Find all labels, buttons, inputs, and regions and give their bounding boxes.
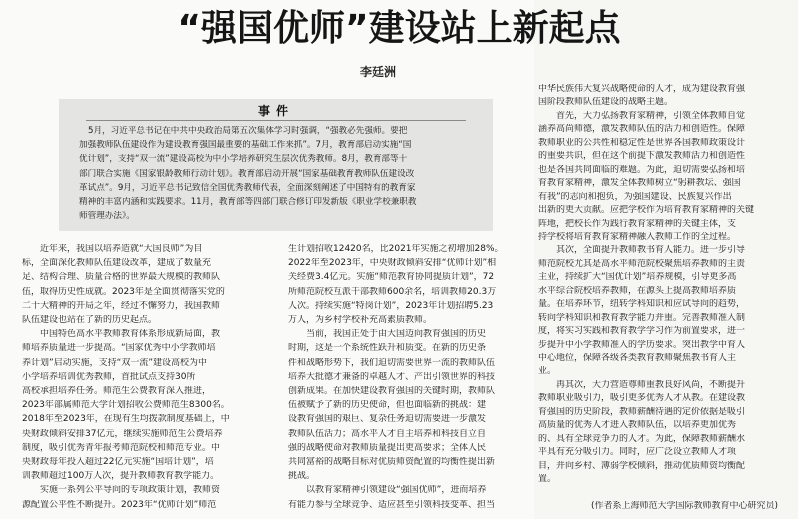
- article-text-line: 时期，这是一个系统性跃升和质变。在新的历史条: [288, 343, 487, 354]
- article-text-line: 伍，取得历史性成就。2023年是全面贯彻落实党的: [22, 286, 225, 297]
- event-text-line: 优计划”，支持“双一流”建设高校为中小学培养研究生层次优秀教师。8月，教育部等十: [79, 154, 408, 165]
- article-text-line: 足、结构合理、质量合格的世界最大规模的教师队: [22, 272, 221, 283]
- article-author: 李廷洲: [360, 65, 397, 79]
- article-text-line: 当前，我国正处于由大国迈向教育强国的历史: [306, 329, 487, 340]
- article-text-line: 以教育家精神引领建设“强国优师”，进而培养: [306, 485, 487, 496]
- article-text-line: 高质量的优秀人才进入教师队伍，以培养更加优秀: [538, 420, 737, 431]
- article-text-line: 阵地，把校长作为践行教育家精神的关键主体，支: [538, 218, 737, 229]
- event-text-line: 革试点”。9月，习近平总书记致信全国优秀教师代表，全面深刻阐述了中国特有的教育家: [79, 182, 416, 193]
- article-text-line: 的、具有全球竞争力的人才。为此，保障教师薪酬水: [538, 433, 746, 444]
- article-text-line: 件和战略形势下，我们迫切需要世界一流的教师队伍: [288, 357, 496, 368]
- article-text-line: 师培养质量进一步提高。“国家优秀中小学教师培: [22, 343, 216, 354]
- article-text-line: 育强国的历史阶段，教师薪酬待遇的定价依据是吸引: [538, 406, 746, 417]
- article-text-line: 水平综合院校培养教师，在源头上提高教师培养质: [538, 285, 737, 296]
- article-text-line: 2022年至2023年，中央财政倾斜安排“优师计划”相: [288, 258, 497, 269]
- article-text-line: 中华民族伟大复兴战略使命的人才，成为建设教育强: [538, 84, 746, 94]
- article-text-line: 有能力参与全球竞争、适应甚至引领科技变革、担当: [288, 499, 496, 510]
- article-text-line: 教师队伍活力；高水平人才自主培养和科技自立自: [288, 428, 487, 439]
- article-text-line: 二十大精神的开局之年，经过不懈努力，我国教师: [22, 300, 221, 311]
- article-text-line: 国阶段教师队伍建设的战略主题。: [538, 97, 674, 108]
- article-text-line: 挑战。: [288, 471, 316, 482]
- event-text-line: 部门联合实施《国家银龄教师行动计划》。教育部启动开展“国家基础教育教师队伍建设改: [79, 168, 415, 179]
- article-text-line: 关经费3.4亿元。实施“师范教育协同提质计划”，72: [288, 272, 495, 283]
- article-text-line: 中国特色高水平教师教育体系形成新局面，教: [40, 329, 221, 340]
- article-text-line: 标，全面深化教师队伍建设改革，建成了数量充: [22, 258, 212, 269]
- article-text-line: 央财政每年投入超过22亿元实施“国培计划”，培: [22, 457, 214, 467]
- article-text-line: 队伍建设也站在了新的历史起点。: [22, 315, 158, 325]
- article-text-line: 育教育家精神，激发全体教师树立“躬耕教坛、强国: [538, 178, 741, 189]
- article-text-line: 人次。持续实施“特岗计划”，2023年计划招聘5.23: [288, 300, 494, 311]
- article-text-line: 制度，吸引优秀青年报考师范院校和师范专业。中: [22, 442, 221, 453]
- article-text-line: 涵养高尚师德，激发教师队伍的活力和创造性。保障: [538, 124, 746, 135]
- article-text-line: 万人，为乡村学校补充高素质教师。: [288, 315, 433, 325]
- article-text-line: 强的战略使命对教师质量提出更高要求；全体人民: [288, 442, 487, 453]
- event-text-line: 师管理办法》。: [79, 211, 135, 222]
- article-text-line: 央财政倾斜安排37亿元，继续实施师范生公费培养: [22, 428, 223, 439]
- article-text-line: 2018年至2023年，在现有生均拨款制度基础上，中: [22, 414, 230, 425]
- article-text-line: 度，将实习实践和教育教学学习作为前置要求，进一: [538, 326, 746, 337]
- event-box-title: 事件: [257, 104, 294, 118]
- article-text-line: 教师职业的公共性和稳定性是世界各国教师政策设计: [538, 137, 746, 148]
- article-text-line: 目，并向乡村、薄弱学校倾斜，推动优质师资均衡配: [538, 460, 746, 471]
- article-text-line: 主业，持续扩大“国优计划”培养规模，引导更多高: [538, 272, 737, 283]
- article-text-line: 伍被赋予了新的历史使命，但也面临新的挑战：建: [288, 400, 487, 411]
- article-text-line: 源配置公平性不断提升。2023年“优师计划”师范: [22, 499, 217, 510]
- article-text-line: 设教育强国的艰巨、复杂任务迫切需要进一步激发: [288, 414, 487, 425]
- article-text-line: 师范院校尤其是高水平师范院校聚焦培养教师的主责: [538, 258, 746, 269]
- event-text-line: 精神的丰富内涵和实践要求。11月，教育部等四部门联合修订印发新版《职业学校兼职教: [79, 197, 417, 207]
- article-text-line: 近年来，我国以培养造就“大国良师”为目: [40, 244, 203, 254]
- article-text-line: 培养大批德才兼备的卓越人才、产出引领世界的科技: [288, 371, 496, 382]
- article-text-line: 首先，大力弘扬教育家精神，引领全体教师自觉: [556, 110, 746, 121]
- event-text-line: 加强教师队伍建设作为建设教育强国最重要的基础工作来抓”。7月，教育部启动实施“国: [79, 140, 412, 151]
- article-text-line: 有我”的志向和抱负，为强国建设、民族复兴作出: [538, 191, 732, 202]
- article-text-line: 所师范院校互派干部教师600余名，培训教师20.3万: [288, 286, 497, 297]
- article-text-line: 也是各国共同面临的难题。为此，迫切需要弘扬和培: [538, 164, 746, 175]
- article-text-line: 创新成果。在加快建设教育强国的关键时期，教师队: [288, 386, 496, 396]
- article-text-line: 训教师超过100万人次，提升教师教育教学能力。: [22, 471, 220, 482]
- article-text-line: 2023年部属师范大学计划招收公费师范生8300名。: [22, 400, 230, 411]
- event-title-divider: [86, 120, 466, 121]
- article-text-line: [538, 488, 784, 499]
- article-text-line: 的重要共识，但在这个前提下激发教师活力和创造性: [538, 151, 746, 162]
- article-text-line: 小学培养培训优秀教师，首批试点支持30所: [22, 371, 196, 382]
- article-text-line: 持学校将培育教育家精神融入教师工作的全过程。: [538, 231, 737, 242]
- article-text-line: (作者系上海师范大学国际教师教育中心研究员): [590, 500, 778, 511]
- article-text-line: 出新的更大贡献。应把学校作为培育教育家精神的关键: [538, 205, 755, 216]
- article-text-line: 生计划招收12420名，比2021年实施之初增加28%。: [288, 244, 504, 254]
- article-text-line: 置。: [538, 474, 557, 485]
- article-text-line: 养计划”启动实施，支持“双一流”建设高校为中: [22, 357, 207, 368]
- event-text-line: 5月，习近平总书记在中共中央政治局第五次集体学习时强调，“强教必先强师。要把: [88, 126, 408, 136]
- article-text-line: 高校承担培养任务。师范生公费教育深入推进，: [22, 386, 212, 396]
- article-text-line: 转向学科知识和教育教学能力并重。完善教师准入制: [538, 312, 746, 323]
- article-text-line: 中心地位，保障各级各类教育教师聚焦教书育人主: [538, 353, 737, 363]
- article-text-line: 业。: [538, 366, 557, 377]
- article-text-line: 其次，全面提升教师教书育人能力。进一步引导: [556, 245, 746, 256]
- article-text-line: 共同富裕的战略目标对优质师资配置的均衡性提出新: [288, 457, 496, 467]
- article-text-line: 再其次，大力营造尊师重教良好风尚，不断提升: [556, 379, 746, 390]
- article-headline: “强国优师”建设站上新起点: [177, 8, 621, 49]
- article-text-line: 量。在培养环节，纽转学科知识和应试导向的趋势，: [538, 299, 746, 310]
- article-text-line: 教师职业吸引力，吸引更多优秀人才从教。在建设教: [538, 393, 746, 404]
- article-text-line: 实施一系列公平导向的专项政策计划，教师资: [40, 485, 221, 496]
- article-text-line: 平具有充分吸引力。同时，应广泛设立教师人才项: [538, 447, 737, 458]
- article-text-line: 步提升中小学教师准入的学历要求。突出教学中育人: [538, 339, 746, 350]
